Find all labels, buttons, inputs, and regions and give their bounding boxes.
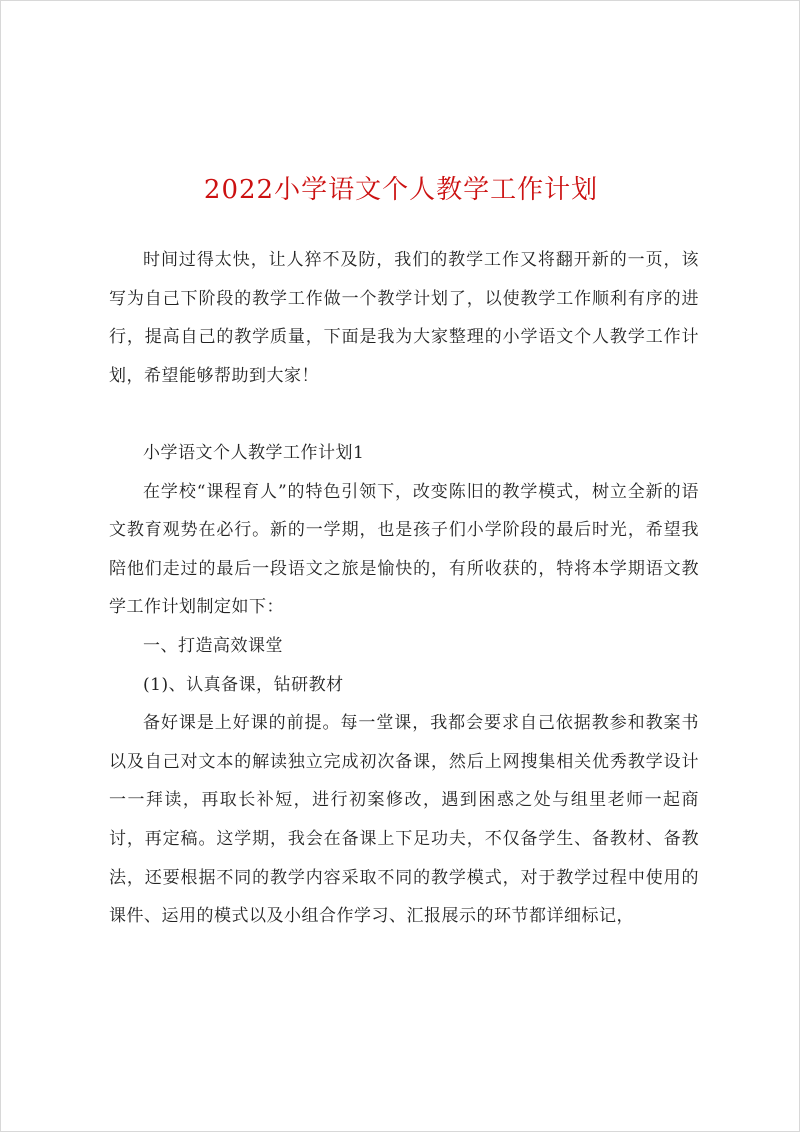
body-paragraph: 备好课是上好课的前提。每一堂课，我都会要求自己依据教参和教案书以及自己对文本的解读独立完成初次备课，然后上网搜集相关优秀教学设计一一拜读，再取长补短，进行初案修改，遇到困惑之处与组里老师一起商讨，再定稿。这学期，我会在备课上下足功夫，不仅备学生、备教材、备教法，还要根据不同的教学内容采取不同的教学模式，对于教学过程中使用的课件、运用的模式以及小组合作学习、汇报展示的环节都详细标记， xyxy=(109,713,699,927)
document-title: 2022小学语文个人教学工作计划 xyxy=(203,175,599,205)
section-heading: 小学语文个人教学工作计划1 xyxy=(143,442,365,463)
intro-paragraph: 时间过得太快，让人猝不及防，我们的教学工作又将翻开新的一页，该写为自己下阶段的教学工作做一个教学计划了，以使教学工作顺利有序的进行，提高自己的教学质量，下面是我为大家整理的小学语文个人教学工作计划，希望能够帮助到大家！ xyxy=(109,250,699,386)
subheading-item: (1)、认真备课，钻研教材 xyxy=(143,674,344,695)
document-body xyxy=(109,241,699,936)
subheading: 一、打造高效课堂 xyxy=(143,635,283,656)
body-paragraph: 在学校“课程育人”的特色引领下，改变陈旧的教学模式，树立全新的语文教育观势在必行。新的一学期，也是孩子们小学阶段的最后时光，希望我陪他们走过的最后一段语文之旅是愉快的，有所收获的，特将本学期语文教学工作计划制定如下： xyxy=(109,481,699,618)
